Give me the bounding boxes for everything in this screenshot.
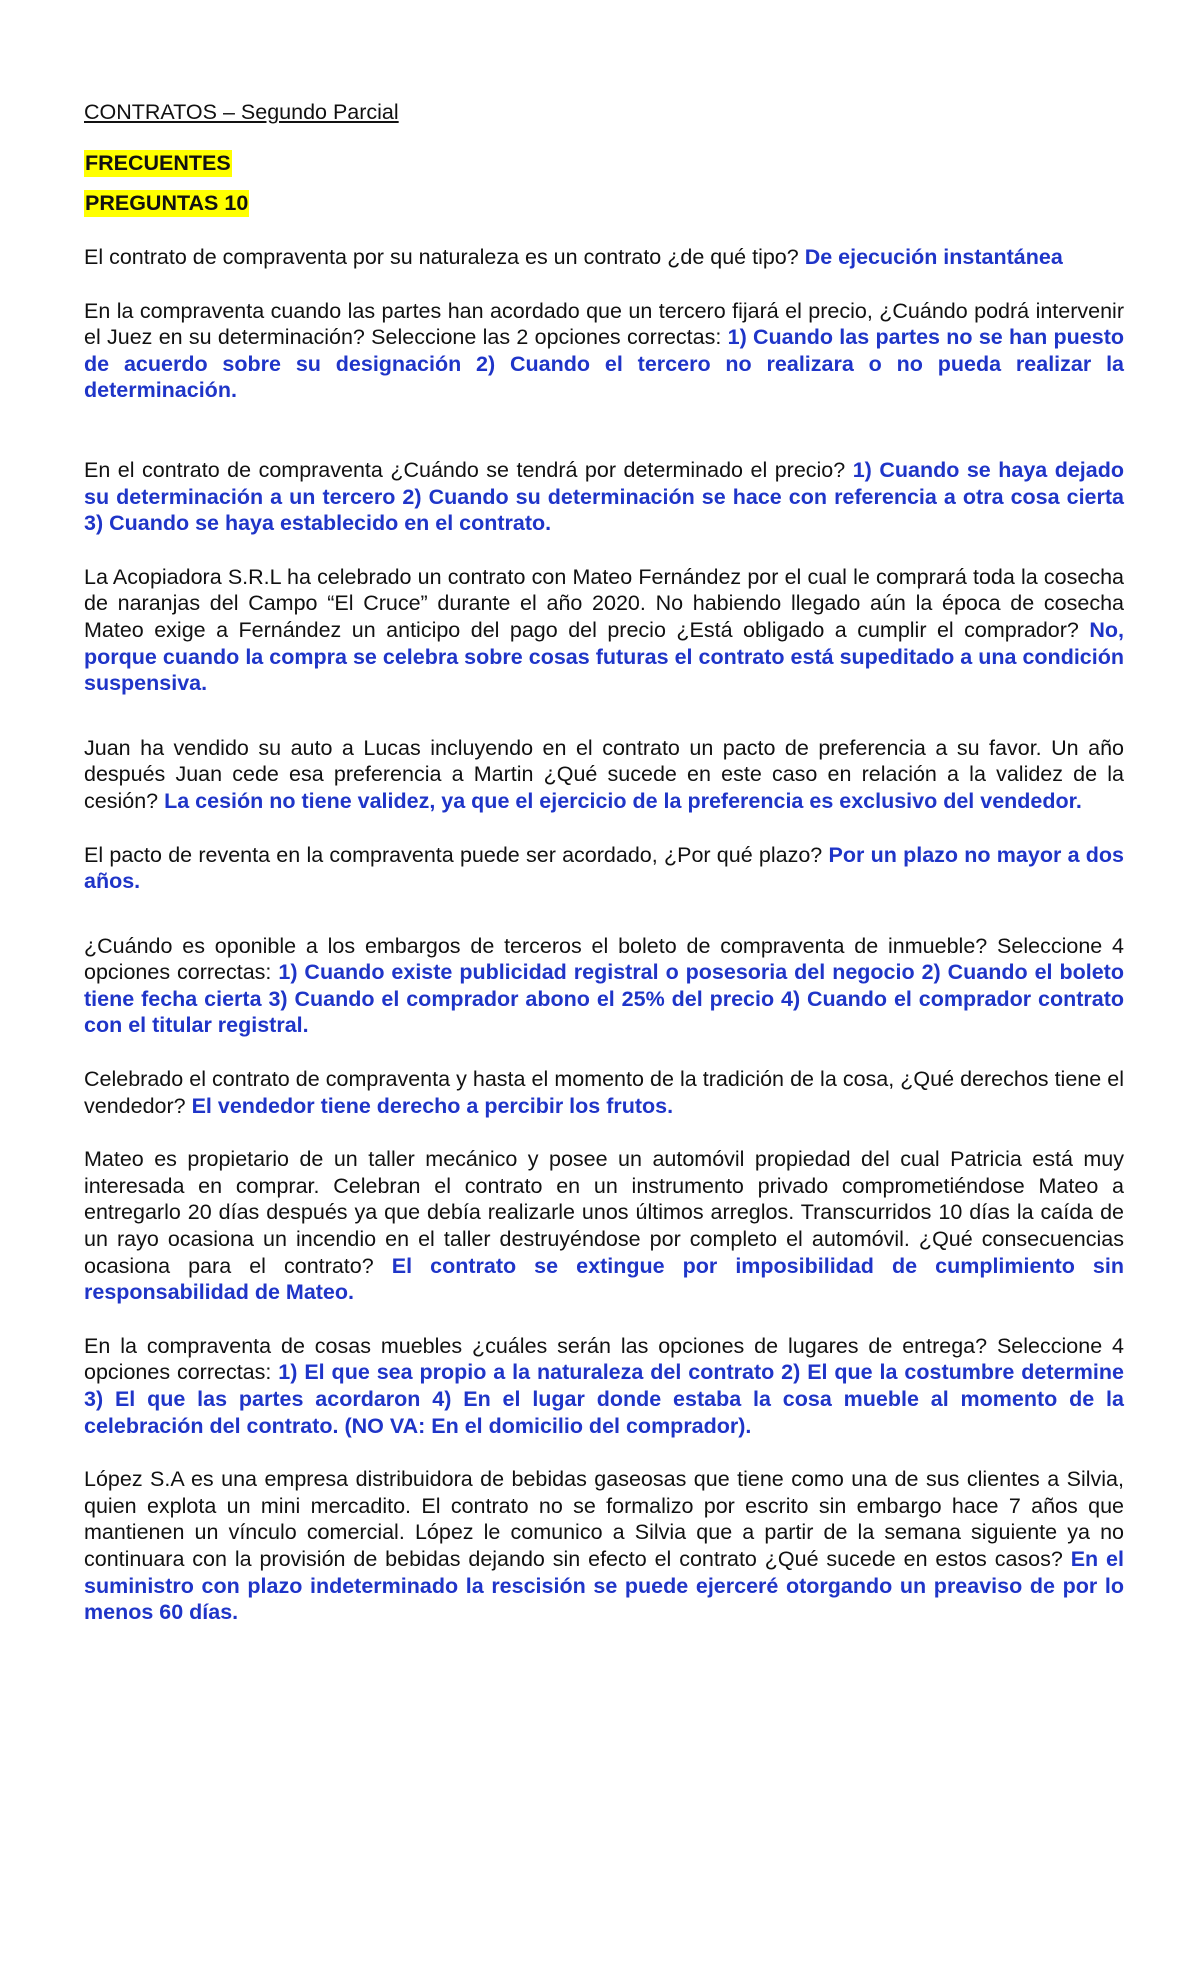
answer-text: 1) Cuando las partes no se han puesto de acuerdo sobre su designación 2) Cuando el tercero no realizara o no pueda realizar la determinación. (84, 325, 1124, 403)
answer-text: El vendedor tiene derecho a percibir los frutos. (191, 1093, 674, 1118)
qa-item-9 (84, 1146, 1124, 1306)
answer-text: En el suministro con plazo indeterminado la rescisión se puede ejerceré otorgando un preaviso de por lo menos 60 días. (84, 1546, 1124, 1625)
question-text: En la compraventa de cosas muebles ¿cuáles serán las opciones de lugares de entrega? Seleccione 4 opciones correctas: (84, 1333, 1124, 1385)
qa-item-6 (84, 842, 1124, 895)
qa-item-10 (84, 1333, 1124, 1439)
answer-text: El contrato se extingue por imposibilidad de cumplimiento sin responsabilidad de Mateo. (84, 1253, 1124, 1305)
highlight-frecuentes: FRECUENTES (85, 151, 231, 175)
question-text: López S.A es una empresa distribuidora de bebidas gaseosas que tiene como una de sus clientes a Silvia, quien explota un mini mercadito. El contrato no se formalizo por escrito sin embargo hace 7 años que mantienen un vínculo comercial. López le comunico a Silvia que a partir de la semana siguiente ya no continuara con la provisión de bebidas dejando sin efecto el contrato ¿Qué sucede en estos casos? (84, 1467, 1124, 1571)
answer-text: Por un plazo no mayor a dos años. (84, 842, 1124, 894)
question-text: En la compraventa cuando las partes han acordado que un tercero fijará el precio, ¿Cuándo podrá intervenir el Juez en su determinación? Seleccione las 2 opciones correctas: (84, 298, 1124, 350)
document-title: CONTRATOS – Segundo Parcial (84, 100, 399, 124)
question-text: Celebrado el contrato de compraventa y hasta el momento de la tradición de la cosa, ¿Qué derechos tiene el vendedor? (84, 1067, 1124, 1118)
qa-item-7 (84, 933, 1124, 1039)
qa-item-3 (84, 457, 1124, 537)
qa-item-4 (84, 564, 1124, 697)
qa-item-5 (84, 735, 1124, 815)
question-text: ¿Cuándo es oponible a los embargos de terceros el boleto de compraventa de inmueble? Seleccione 4 opciones correctas: (84, 933, 1124, 985)
highlight-preguntas: PREGUNTAS 10 (85, 191, 249, 215)
question-text: Mateo es propietario de un taller mecánico y posee un automóvil propiedad del cual Patricia está muy interesada en comprar. Celebran el contrato en un instrumento privado comprometiéndose Mateo a entregarlo 20 días después ya que debía realizarle unos últimos arreglos. Transcurridos 10 días la caída de un rayo ocasiona un incendio en el taller destruyéndose por completo el automóvil. ¿Qué consecuencias ocasiona para el contrato? (84, 1147, 1124, 1278)
question-text: Juan ha vendido su auto a Lucas incluyendo en el contrato un pacto de preferencia a su favor. Un año después Juan cede esa preferencia a Martin ¿Qué sucede en este caso en relación a la validez de la cesión? (84, 735, 1124, 813)
qa-item-11 (84, 1466, 1124, 1626)
answer-text: 1) Cuando existe publicidad registral o posesoria del negocio 2) Cuando el boleto tiene fecha cierta 3) Cuando el comprador abono el 25% del precio 4) Cuando el comprador contrato con el titular registral. (84, 960, 1124, 1038)
document-page (84, 98, 1124, 1626)
question-text: El contrato de compraventa por su naturaleza es un contrato ¿de qué tipo? (84, 245, 805, 269)
answer-text: No, porque cuando la compra se celebra sobre cosas futuras el contrato está supeditado a una condición suspensiva. (84, 617, 1124, 696)
qa-item-1 (84, 244, 1124, 271)
answer-text: La cesión no tiene validez, ya que el ejercicio de la preferencia es exclusivo del vendedor. (164, 788, 1082, 813)
answer-text: 1) Cuando se haya dejado su determinación a un tercero 2) Cuando su determinación se hace con referencia a otra cosa cierta 3) Cuando se haya establecido en el contrato. (84, 457, 1125, 536)
answer-text: De ejecución instantánea (804, 245, 1063, 269)
qa-item-2 (84, 298, 1124, 404)
qa-item-8 (84, 1066, 1124, 1119)
question-text: La Acopiadora S.R.L ha celebrado un contrato con Mateo Fernández por el cual le comprará toda la cosecha de naranjas del Campo “El Cruce” durante el año 2020. No habiendo llegado aún la época de cosecha Mateo exige a Fernández un anticipo del pago del precio ¿Está obligado a cumplir el comprador? (84, 564, 1124, 642)
question-text: El pacto de reventa en la compraventa puede ser acordado, ¿Por qué plazo? (84, 842, 829, 867)
question-text: En el contrato de compraventa ¿Cuándo se tendrá por determinado el precio? (84, 457, 853, 482)
answer-text: 1) El que sea propio a la naturaleza del contrato 2) El que la costumbre determine 3) El que las partes acordaron 4) En el lugar donde estaba la cosa mueble al momento de la celebración del contrato. (NO VA: En el domicilio del comprador). (84, 1360, 1124, 1438)
